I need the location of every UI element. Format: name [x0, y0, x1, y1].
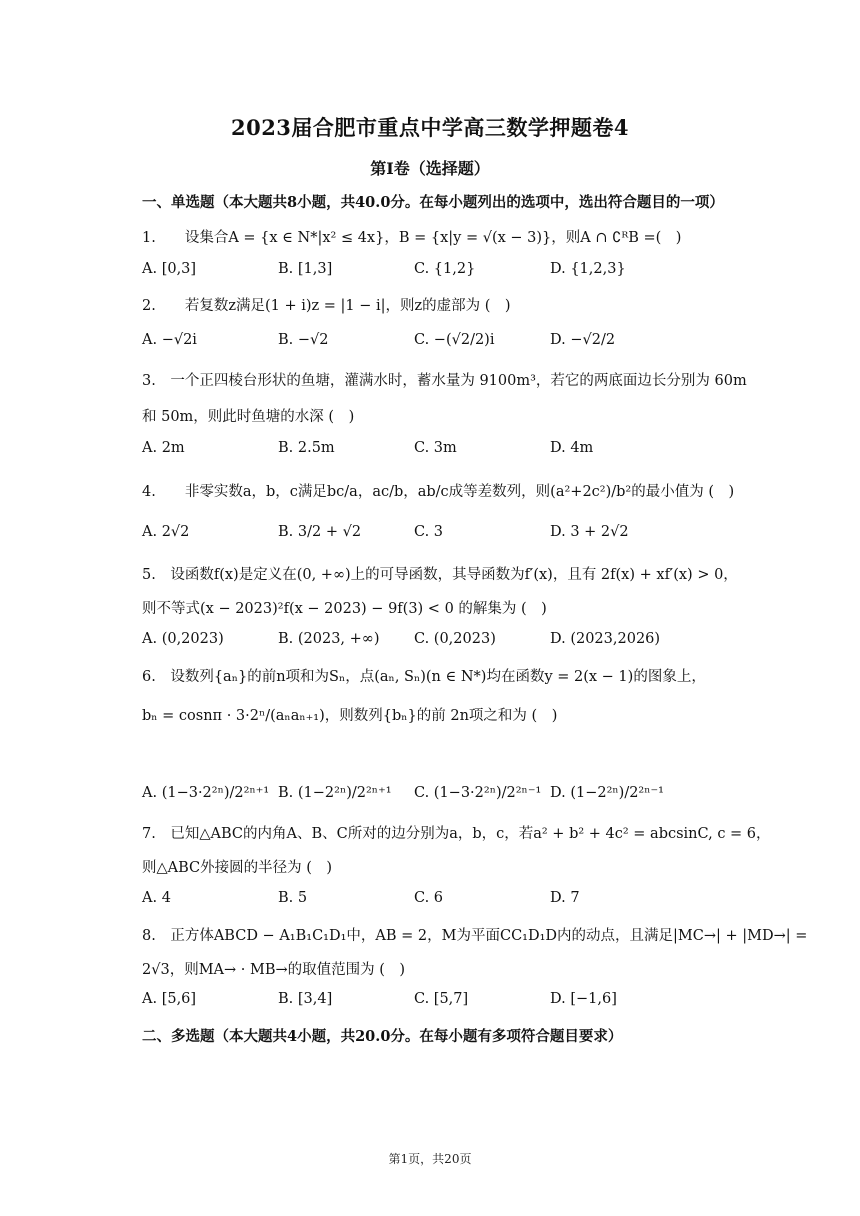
option-c: C. 3: [414, 524, 444, 540]
option-b: B. (1−2²ⁿ)/2²ⁿ⁺¹: [278, 785, 392, 801]
question-7-line-1: 7. 已知△ABC的内角A、B、C所对的边分别为a，b，c，若a² + b² + 4c² = abcsinC, c = 6，: [142, 826, 771, 842]
option-b: B. −√2: [278, 332, 329, 348]
option-c: C. 3m: [414, 440, 457, 456]
option-b: B. 5: [278, 890, 308, 906]
question-3-options: [142, 440, 762, 462]
option-a: A. [5,6]: [142, 991, 197, 1007]
option-a: A. (0,2023): [142, 631, 224, 647]
option-b: B. 2.5m: [278, 440, 335, 456]
option-a: A. −√2i: [142, 332, 197, 348]
option-d: D. 4m: [550, 440, 594, 456]
option-d: D. 3 + 2√2: [550, 524, 629, 540]
question-5-line-1: 5. 设函数f(x)是定义在(0, +∞)上的可导函数，其导函数为f′(x)，且有 2f(x) + xf′(x) > 0，: [142, 567, 738, 583]
option-b: B. [1,3]: [278, 261, 333, 277]
question-4-options: [142, 524, 762, 546]
option-c: C. (0,2023): [414, 631, 496, 647]
option-b: B. [3,4]: [278, 991, 333, 1007]
section-heading-single-choice: 一、单选题（本大题共8小题，共40.0分。在每小题列出的选项中，选出符合题目的一项）: [142, 194, 724, 211]
question-8-line-1: 8. 正方体ABCD − A₁B₁C₁D₁中，AB = 2，M为平面CC₁D₁D内的动点，且满足|MC→| + |MD→| =: [142, 928, 808, 944]
option-c: C. (1−3·2²ⁿ)/2²ⁿ⁻¹: [414, 785, 542, 801]
question-1: 1. 设集合A = {x ∈ N*|x² ≤ 4x}，B = {x|y = √(x − 3)}，则A ∩ ∁ᴿB =( ): [142, 230, 682, 246]
question-7-line-2: 则△ABC外接圆的半径为 ( ): [142, 860, 333, 876]
option-d: D. (1−2²ⁿ)/2²ⁿ⁻¹: [550, 785, 664, 801]
option-a: A. 2√2: [142, 524, 190, 540]
option-a: A. [0,3]: [142, 261, 197, 277]
option-a: A. 2m: [142, 440, 185, 456]
question-8-options: [142, 991, 762, 1013]
question-8-line-2: 2√3，则MA→ · MB→的取值范围为 ( ): [142, 962, 406, 978]
exam-title: 2023届合肥市重点中学高三数学押题卷4: [230, 115, 630, 140]
option-c: C. 6: [414, 890, 444, 906]
question-1-options: [142, 261, 762, 283]
question-3-line-2: 和 50m，则此时鱼塘的水深 ( ): [142, 409, 355, 425]
option-a: A. (1−3·2²ⁿ)/2²ⁿ⁺¹: [142, 785, 270, 801]
question-6-line-2: bₙ = cosnπ · 3·2ⁿ/(aₙaₙ₊₁)，则数列{bₙ}的前 2n项之和为 ( ): [142, 708, 558, 724]
page-footer: 第1页，共20页: [388, 1152, 472, 1166]
part-title: 第I卷（选择题）: [370, 159, 490, 178]
question-4: 4. 非零实数a，b，c满足bc/a，ac/b，ab/c成等差数列，则(a²+2c²)/b²的最小值为 ( ): [142, 484, 735, 500]
question-5-options: [142, 631, 762, 653]
option-d: D. 7: [550, 890, 580, 906]
option-c: C. {1,2}: [414, 261, 476, 277]
option-b: B. 3/2 + √2: [278, 524, 362, 540]
option-d: D. {1,2,3}: [550, 261, 626, 277]
option-c: C. −(√2/2)i: [414, 332, 495, 348]
question-2-options: [142, 332, 762, 354]
question-2: 2. 若复数z满足(1 + i)z = |1 − i|，则z的虚部为 ( ): [142, 298, 511, 314]
question-3-line-1: 3. 一个正四棱台形状的鱼塘，灌满水时，蓄水量为 9100m³，若它的两底面边长分别为 60m: [142, 373, 747, 389]
option-d: D. (2023,2026): [550, 631, 661, 647]
option-a: A. 4: [142, 890, 171, 906]
option-c: C. [5,7]: [414, 991, 469, 1007]
question-6-line-1: 6. 设数列{aₙ}的前n项和为Sₙ，点(aₙ, Sₙ)(n ∈ N*)均在函数y = 2(x − 1)的图象上，: [142, 669, 706, 685]
option-b: B. (2023, +∞): [278, 631, 380, 647]
question-6-options: [142, 785, 762, 807]
option-d: D. [−1,6]: [550, 991, 617, 1007]
section-heading-multiple-choice: 二、多选题（本大题共4小题，共20.0分。在每小题有多项符合题目要求）: [142, 1028, 623, 1045]
question-5-line-2: 则不等式(x − 2023)²f(x − 2023) − 9f(3) < 0 的解集为 ( ): [142, 601, 547, 617]
question-7-options: [142, 890, 762, 912]
option-d: D. −√2/2: [550, 332, 616, 348]
